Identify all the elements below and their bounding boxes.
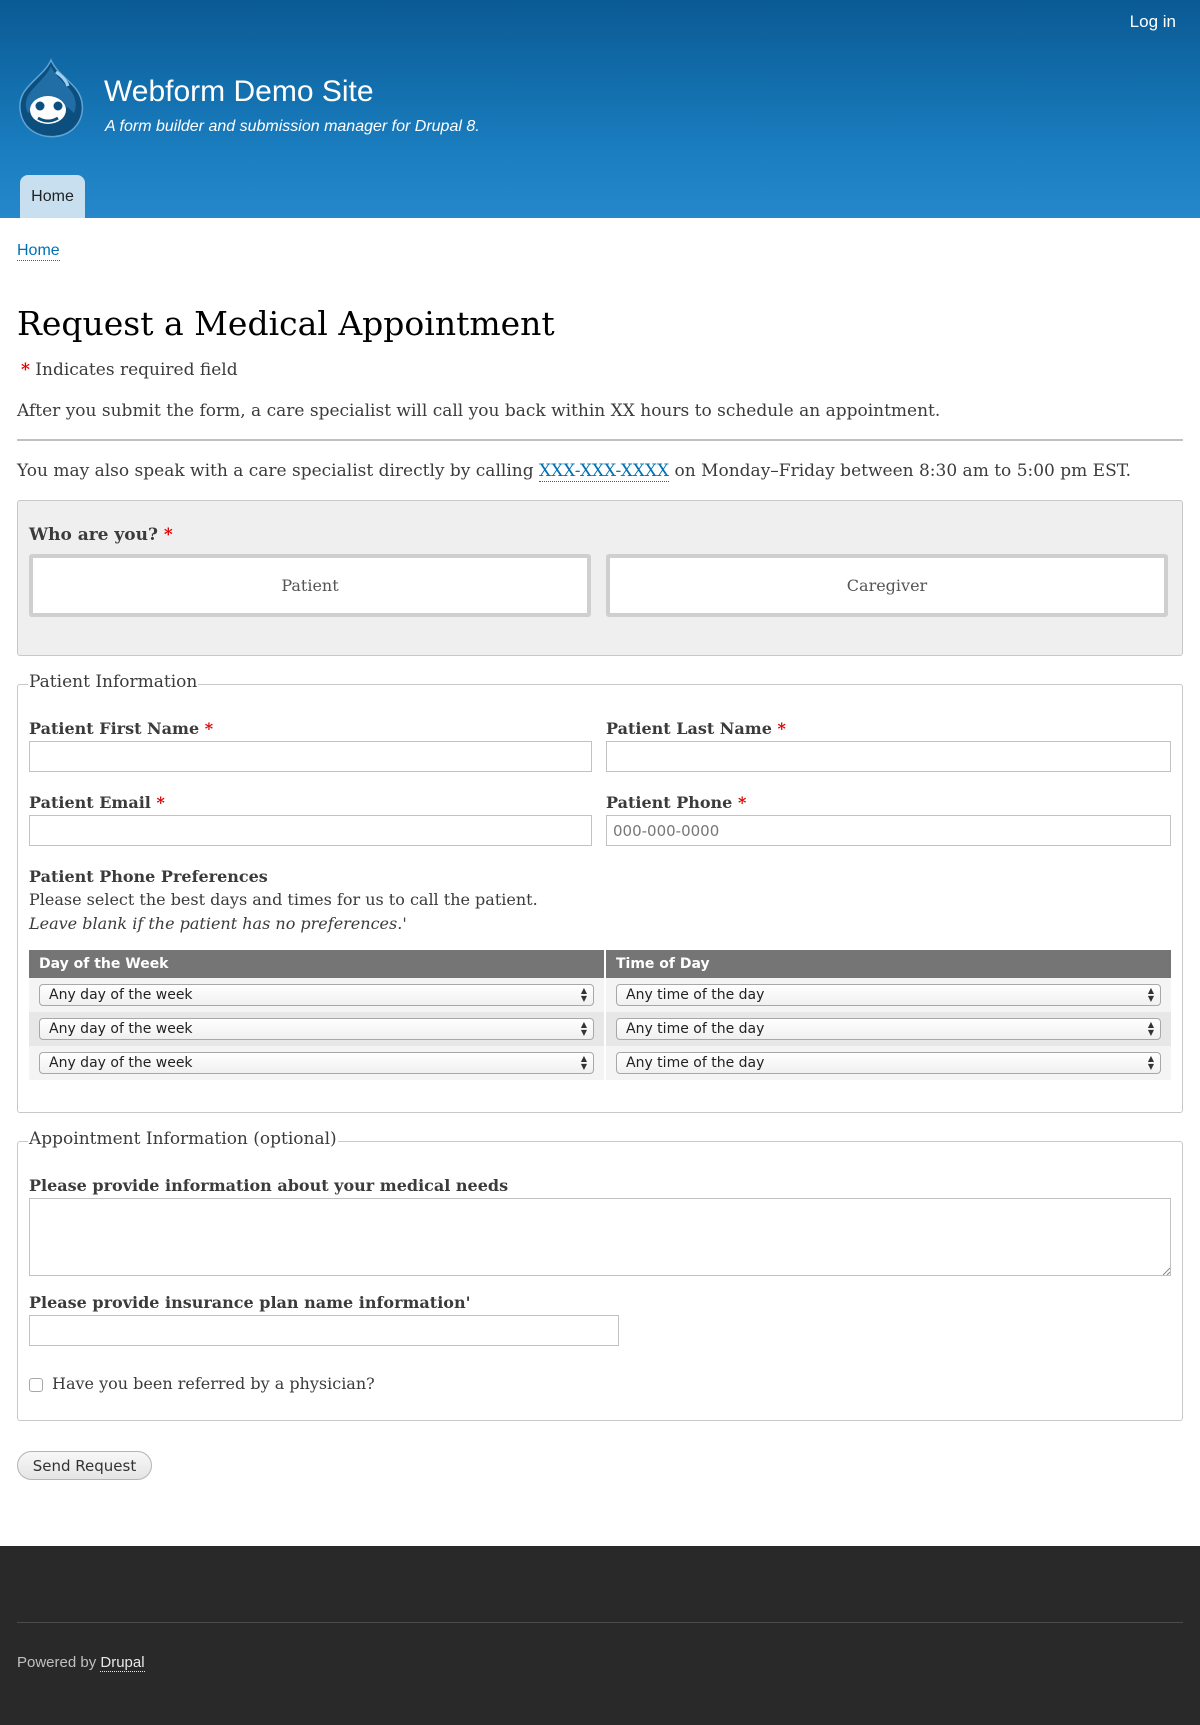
phone-preferences-label: Patient Phone Preferences: [29, 867, 268, 886]
referred-checkbox-label[interactable]: Have you been referred by a physician?: [52, 1374, 375, 1393]
required-star: *: [156, 793, 165, 812]
required-note: [21, 360, 238, 380]
intro-text: After you submit the form, a care specialist will call you back within XX hours to schedule an appointment.: [17, 401, 941, 421]
insurance-input[interactable]: [29, 1315, 619, 1346]
patient-information-legend: Patient Information: [29, 672, 198, 692]
phone-line-after: on Monday–Friday between 8:30 am to 5:00 pm EST.: [669, 461, 1131, 481]
phone-input[interactable]: [606, 815, 1171, 846]
day-select[interactable]: [39, 1052, 594, 1074]
phone-line-before: You may also speak with a care specialist directly by calling: [17, 461, 539, 481]
day-select-value: Any day of the week: [49, 1055, 193, 1071]
first-name-label-text: Patient First Name: [29, 719, 200, 738]
who-are-you-label: [29, 525, 173, 545]
phone-preferences-note: [29, 914, 407, 933]
time-cell: [606, 1012, 1171, 1046]
last-name-input[interactable]: [606, 741, 1171, 772]
drupal-logo-icon[interactable]: [16, 58, 86, 138]
select-arrows-icon: ▲ ▼: [580, 1020, 587, 1037]
select-arrows-icon: ▲ ▼: [1147, 986, 1154, 1003]
time-select-value: Any time of the day: [626, 987, 765, 1003]
appointment-information-legend: Appointment Information (optional): [29, 1129, 337, 1149]
site-slogan: A form builder and submission manager for Drupal 8.: [105, 118, 480, 135]
table-row: [29, 1046, 1171, 1080]
last-name-label-text: Patient Last Name: [606, 719, 772, 738]
time-cell: [606, 978, 1171, 1012]
phone-preferences-help: Please select the best days and times for us to call the patient.: [29, 890, 538, 909]
table-row: [29, 1012, 1171, 1046]
day-select[interactable]: [39, 1018, 594, 1040]
phone-line: [17, 461, 1131, 481]
phone-label-text: Patient Phone: [606, 793, 733, 812]
last-name-label: [606, 719, 786, 738]
first-name-label: [29, 719, 213, 738]
powered-by: [17, 1654, 145, 1671]
time-select[interactable]: [616, 1052, 1161, 1074]
day-of-week-header: Day of the Week: [29, 950, 606, 978]
appointment-information-fieldset: [17, 1129, 1183, 1421]
login-link[interactable]: Log in: [1129, 12, 1176, 31]
insurance-label: Please provide insurance plan name information': [29, 1293, 471, 1312]
email-label-text: Patient Email: [29, 793, 151, 812]
time-select[interactable]: [616, 984, 1161, 1006]
nav-tab-home[interactable]: Home: [20, 175, 85, 218]
send-request-button[interactable]: Send Request: [17, 1451, 152, 1480]
select-arrows-icon: ▲ ▼: [580, 1054, 587, 1071]
time-select[interactable]: [616, 1018, 1161, 1040]
select-arrows-icon: ▲ ▼: [1147, 1054, 1154, 1071]
page-title: Request a Medical Appointment: [17, 304, 555, 343]
required-note-text: Indicates required field: [29, 360, 238, 380]
time-select-value: Any time of the day: [626, 1055, 765, 1071]
time-cell: [606, 1046, 1171, 1080]
breadcrumb-home[interactable]: Home: [17, 242, 60, 259]
day-select-value: Any day of the week: [49, 1021, 193, 1037]
day-cell: [29, 978, 606, 1012]
powered-by-text: Powered by: [17, 1654, 101, 1671]
day-select[interactable]: [39, 984, 594, 1006]
referred-checkbox[interactable]: [29, 1378, 43, 1392]
required-star: *: [204, 719, 214, 738]
time-of-day-header: Time of Day: [606, 950, 1171, 978]
day-select-value: Any day of the week: [49, 987, 193, 1003]
email-input[interactable]: [29, 815, 592, 846]
required-star: *: [21, 360, 30, 380]
phone-preferences-table: [29, 950, 1171, 1080]
site-footer: [0, 1546, 1200, 1725]
patient-option-button[interactable]: Patient: [29, 554, 591, 617]
required-star: *: [777, 719, 786, 738]
table-header-row: [29, 950, 1171, 978]
first-name-input[interactable]: [29, 741, 592, 772]
time-select-value: Any time of the day: [626, 1021, 765, 1037]
phone-preferences-note-suffix: ': [402, 914, 407, 933]
footer-divider: [17, 1622, 1183, 1623]
table-row: [29, 978, 1171, 1012]
phone-preferences-note-italic: Leave blank if the patient has no preferences.: [29, 914, 403, 933]
who-are-you-label-text: Who are you?: [29, 525, 158, 545]
site-name[interactable]: Webform Demo Site: [104, 75, 374, 108]
site-header: [0, 0, 1200, 218]
email-label: [29, 793, 165, 812]
required-star: *: [163, 525, 173, 545]
patient-information-fieldset: [17, 672, 1183, 1113]
who-are-you-group: [17, 500, 1183, 656]
medical-needs-label: Please provide information about your medical needs: [29, 1176, 509, 1195]
medical-needs-textarea[interactable]: [29, 1198, 1171, 1276]
divider: [17, 439, 1183, 441]
day-cell: [29, 1046, 606, 1080]
day-cell: [29, 1012, 606, 1046]
select-arrows-icon: ▲ ▼: [1147, 1020, 1154, 1037]
select-arrows-icon: ▲ ▼: [580, 986, 587, 1003]
required-star: *: [737, 793, 747, 812]
resize-grip-icon[interactable]: [1161, 1266, 1171, 1276]
drupal-link[interactable]: Drupal: [100, 1654, 145, 1671]
caregiver-option-button[interactable]: Caregiver: [606, 554, 1168, 617]
phone-number-link[interactable]: XXX-XXX-XXXX: [539, 461, 670, 481]
phone-label: [606, 793, 746, 812]
